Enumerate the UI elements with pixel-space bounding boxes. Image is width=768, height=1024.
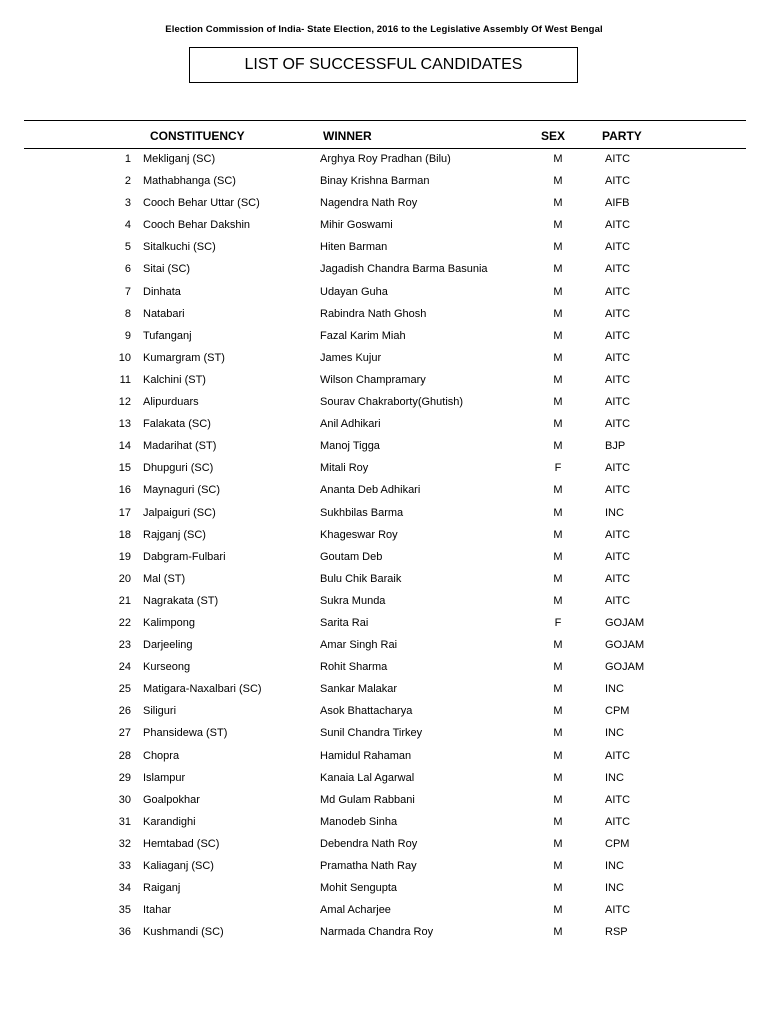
constituency-cell: Mekliganj (SC) — [143, 153, 216, 165]
constituency-cell: Mal (ST) — [143, 572, 186, 585]
winner-cell: Fazal Karim Miah — [320, 329, 406, 342]
row-number: 10 — [118, 351, 131, 364]
winner-cell: Mihir Goswami — [320, 219, 393, 232]
winner-cell: Binay Krishna Barman — [320, 175, 430, 188]
sex-cell: M — [553, 418, 563, 431]
table-row — [0, 148, 768, 170]
table-row — [0, 612, 768, 634]
row-number: 9 — [124, 329, 131, 342]
table-row — [0, 855, 768, 877]
party-cell: AITC — [605, 285, 631, 298]
constituency-cell: Hemtabad (SC) — [143, 837, 220, 850]
constituency-cell: Maynaguri (SC) — [143, 484, 221, 497]
table-row — [0, 170, 768, 192]
winner-cell: Bulu Chik Baraik — [320, 572, 402, 585]
party-cell: GOJAM — [605, 661, 645, 674]
constituency-cell: Falakata (SC) — [143, 418, 211, 431]
column-header-constituency: CONSTITUENCY — [150, 129, 245, 143]
sex-cell: M — [553, 860, 563, 872]
party-cell: AITC — [605, 418, 631, 431]
party-cell: AITC — [605, 793, 631, 806]
winner-cell: Sankar Malakar — [320, 683, 398, 696]
party-cell: INC — [605, 727, 624, 740]
winner-cell: Md Gulam Rabbani — [320, 793, 415, 806]
table-row — [0, 236, 768, 258]
party-cell: AITC — [605, 594, 631, 607]
table-row — [0, 325, 768, 347]
sex-cell: M — [553, 175, 563, 188]
row-number: 21 — [118, 594, 131, 607]
table-row — [0, 877, 768, 899]
table-row — [0, 192, 768, 214]
table-row — [0, 656, 768, 678]
constituency-cell: Chopra — [143, 749, 180, 762]
party-cell: INC — [605, 860, 624, 872]
row-number: 30 — [118, 793, 131, 806]
party-cell: INC — [605, 506, 624, 519]
sex-cell: F — [554, 462, 562, 475]
party-cell: CPM — [605, 705, 630, 718]
party-cell: RSP — [605, 926, 628, 939]
table-row — [0, 281, 768, 303]
row-number: 15 — [118, 462, 131, 475]
winner-cell: Khageswar Roy — [320, 528, 398, 541]
sex-cell: M — [553, 373, 563, 386]
row-number: 1 — [124, 153, 131, 165]
table-row — [0, 921, 768, 943]
winner-cell: Hamidul Rahaman — [320, 749, 412, 762]
row-number: 20 — [118, 572, 131, 585]
party-cell: AITC — [605, 484, 631, 497]
constituency-cell: Rajganj (SC) — [143, 528, 206, 541]
row-number: 23 — [118, 639, 131, 652]
winner-cell: Narmada Chandra Roy — [320, 926, 434, 939]
sex-cell: M — [553, 727, 563, 740]
row-number: 25 — [118, 683, 131, 696]
row-number: 8 — [124, 307, 131, 320]
row-number: 26 — [118, 705, 131, 718]
constituency-cell: Mathabhanga (SC) — [143, 175, 236, 188]
constituency-cell: Kalchini (ST) — [143, 373, 206, 386]
winner-cell: Goutam Deb — [320, 550, 383, 563]
list-title: LIST OF SUCCESSFUL CANDIDATES — [244, 56, 523, 73]
sex-cell: M — [553, 484, 563, 497]
winner-cell: Sunil Chandra Tirkey — [320, 727, 423, 740]
winner-cell: Manoj Tigga — [320, 440, 380, 453]
row-number: 2 — [124, 175, 131, 188]
row-number: 17 — [118, 506, 131, 519]
constituency-cell: Natabari — [143, 307, 185, 320]
constituency-cell: Sitalkuchi (SC) — [143, 241, 216, 254]
party-cell: AITC — [605, 396, 631, 409]
table-row — [0, 258, 768, 280]
sex-cell: M — [553, 440, 563, 453]
sex-cell: M — [553, 639, 563, 652]
row-number: 28 — [118, 749, 131, 762]
table-row — [0, 700, 768, 722]
winner-cell: Amar Singh Rai — [320, 639, 398, 652]
winner-cell: Ananta Deb Adhikari — [320, 484, 421, 497]
row-number: 27 — [118, 727, 131, 740]
party-cell: AITC — [605, 153, 631, 165]
table-row — [0, 745, 768, 767]
row-number: 4 — [124, 219, 131, 232]
row-number: 13 — [118, 418, 131, 431]
table-row — [0, 502, 768, 524]
row-number: 29 — [118, 771, 131, 784]
table-row — [0, 347, 768, 369]
table-row — [0, 568, 768, 590]
winner-cell: Hiten Barman — [320, 241, 388, 254]
table-row — [0, 303, 768, 325]
winner-cell: Asok Bhattacharya — [320, 705, 413, 718]
constituency-cell: Cooch Behar Uttar (SC) — [143, 197, 260, 210]
table-top-rule — [24, 120, 746, 121]
sex-cell: M — [553, 661, 563, 674]
table-row — [0, 811, 768, 833]
row-number: 24 — [118, 661, 131, 674]
winner-cell: Kanaia Lal Agarwal — [320, 771, 415, 784]
sex-cell: M — [553, 153, 563, 165]
party-cell: AITC — [605, 307, 631, 320]
sex-cell: M — [553, 815, 563, 828]
sex-cell: M — [553, 683, 563, 696]
party-cell: BJP — [605, 440, 626, 453]
table-row — [0, 214, 768, 236]
winner-cell: Wilson Champramary — [320, 373, 426, 386]
table-row — [0, 899, 768, 921]
column-header-sex: SEX — [541, 129, 566, 143]
table-row — [0, 722, 768, 744]
sex-cell: M — [553, 528, 563, 541]
party-cell: GOJAM — [605, 639, 645, 652]
winner-cell: James Kujur — [320, 351, 382, 364]
table-row — [0, 634, 768, 656]
row-number: 33 — [118, 860, 131, 872]
constituency-cell: Alipurduars — [143, 396, 199, 409]
party-cell: AITC — [605, 462, 631, 475]
party-cell: AITC — [605, 572, 631, 585]
party-cell: AITC — [605, 550, 631, 563]
constituency-cell: Nagrakata (ST) — [143, 594, 219, 607]
row-number: 5 — [124, 241, 131, 254]
party-cell: AITC — [605, 241, 631, 254]
table-row — [0, 524, 768, 546]
winner-cell: Pramatha Nath Ray — [320, 860, 417, 872]
party-cell: AIFB — [605, 197, 630, 210]
row-number: 7 — [124, 285, 131, 298]
sex-cell: M — [553, 550, 563, 563]
table-row — [0, 435, 768, 457]
party-cell: INC — [605, 683, 624, 696]
row-number: 36 — [118, 926, 131, 939]
party-cell: GOJAM — [605, 616, 645, 629]
candidates-table-body — [0, 148, 768, 943]
sex-cell: M — [553, 329, 563, 342]
constituency-cell: Goalpokhar — [143, 793, 200, 806]
party-cell: AITC — [605, 219, 631, 232]
constituency-cell: Kumargram (ST) — [143, 351, 225, 364]
constituency-cell: Karandighi — [143, 815, 196, 828]
sex-cell: M — [553, 705, 563, 718]
party-cell: AITC — [605, 351, 631, 364]
sex-cell: M — [553, 241, 563, 254]
constituency-cell: Tufanganj — [143, 329, 192, 342]
constituency-cell: Siliguri — [143, 705, 177, 718]
constituency-cell: Kaliaganj (SC) — [143, 860, 214, 872]
party-cell: AITC — [605, 904, 631, 917]
row-number: 12 — [118, 396, 131, 409]
table-row — [0, 789, 768, 811]
winner-cell: Anil Adhikari — [320, 418, 381, 431]
winner-cell: Arghya Roy Pradhan (Bilu) — [320, 153, 451, 165]
party-cell: AITC — [605, 175, 631, 188]
table-row — [0, 767, 768, 789]
row-number: 11 — [119, 373, 131, 386]
party-cell: AITC — [605, 263, 631, 276]
party-cell: AITC — [605, 373, 631, 386]
constituency-cell: Kalimpong — [143, 616, 195, 629]
sex-cell: M — [553, 219, 563, 232]
row-number: 14 — [118, 440, 131, 453]
sex-cell: M — [553, 572, 563, 585]
party-cell: AITC — [605, 749, 631, 762]
winner-cell: Amal Acharjee — [320, 904, 391, 917]
constituency-cell: Dinhata — [143, 285, 181, 298]
constituency-cell: Islampur — [143, 771, 186, 784]
winner-cell: Manodeb Sinha — [320, 815, 398, 828]
constituency-cell: Darjeeling — [143, 639, 193, 652]
sex-cell: F — [554, 616, 562, 629]
table-row — [0, 391, 768, 413]
table-row — [0, 479, 768, 501]
row-number: 32 — [118, 837, 131, 850]
winner-cell: Udayan Guha — [320, 285, 388, 298]
table-row — [0, 590, 768, 612]
constituency-cell: Dabgram-Fulbari — [143, 550, 226, 563]
sex-cell: M — [553, 307, 563, 320]
sex-cell: M — [553, 197, 563, 210]
constituency-cell: Itahar — [143, 904, 172, 917]
row-number: 6 — [124, 263, 131, 276]
party-cell: INC — [605, 771, 624, 784]
row-number: 35 — [118, 904, 131, 917]
sex-cell: M — [553, 285, 563, 298]
row-number: 18 — [118, 528, 131, 541]
row-number: 34 — [118, 882, 131, 895]
table-row — [0, 369, 768, 391]
winner-cell: Mitali Roy — [320, 462, 369, 475]
sex-cell: M — [553, 793, 563, 806]
party-cell: AITC — [605, 329, 631, 342]
table-row — [0, 413, 768, 435]
sex-cell: M — [553, 351, 563, 364]
sex-cell: M — [553, 263, 563, 276]
constituency-cell: Jalpaiguri (SC) — [143, 506, 216, 519]
sex-cell: M — [553, 506, 563, 519]
sex-cell: M — [553, 594, 563, 607]
row-number: 16 — [118, 484, 131, 497]
column-header-party: PARTY — [602, 129, 642, 143]
constituency-cell: Sitai (SC) — [143, 263, 191, 276]
row-number: 31 — [118, 815, 131, 828]
sex-cell: M — [553, 926, 563, 939]
party-cell: AITC — [605, 815, 631, 828]
sex-cell: M — [553, 771, 563, 784]
winner-cell: Sukhbilas Barma — [320, 506, 404, 519]
winner-cell: Rabindra Nath Ghosh — [320, 307, 427, 320]
winner-cell: Nagendra Nath Roy — [320, 197, 418, 210]
constituency-cell: Phansidewa (ST) — [143, 727, 228, 740]
column-header-winner: WINNER — [323, 129, 372, 143]
party-cell: INC — [605, 882, 624, 895]
row-number: 3 — [124, 197, 131, 210]
constituency-cell: Cooch Behar Dakshin — [143, 219, 251, 232]
sex-cell: M — [553, 837, 563, 850]
sex-cell: M — [553, 882, 563, 895]
row-number: 22 — [118, 616, 131, 629]
table-row — [0, 678, 768, 700]
constituency-cell: Kurseong — [143, 661, 191, 674]
constituency-cell: Dhupguri (SC) — [143, 462, 214, 475]
table-row — [0, 457, 768, 479]
constituency-cell: Kushmandi (SC) — [143, 926, 224, 939]
constituency-cell: Madarihat (ST) — [143, 440, 217, 453]
election-title: Election Commission of India- State Election, 2016 to the Legislative Assembly Of West Bengal — [165, 24, 603, 35]
sex-cell: M — [553, 904, 563, 917]
table-row — [0, 833, 768, 855]
winner-cell: Sarita Rai — [320, 616, 369, 629]
constituency-cell: Raiganj — [143, 882, 181, 895]
winner-cell: Sourav Chakraborty(Ghutish) — [320, 396, 464, 409]
winner-cell: Rohit Sharma — [320, 661, 388, 674]
winner-cell: Jagadish Chandra Barma Basunia — [320, 263, 488, 276]
table-row — [0, 546, 768, 568]
sex-cell: M — [553, 396, 563, 409]
constituency-cell: Matigara-Naxalbari (SC) — [143, 683, 262, 696]
party-cell: AITC — [605, 528, 631, 541]
winner-cell: Sukra Munda — [320, 594, 386, 607]
row-number: 19 — [118, 550, 131, 563]
winner-cell: Mohit Sengupta — [320, 882, 398, 895]
sex-cell: M — [553, 749, 563, 762]
party-cell: CPM — [605, 837, 630, 850]
list-title-box — [189, 47, 578, 83]
winner-cell: Debendra Nath Roy — [320, 837, 418, 850]
